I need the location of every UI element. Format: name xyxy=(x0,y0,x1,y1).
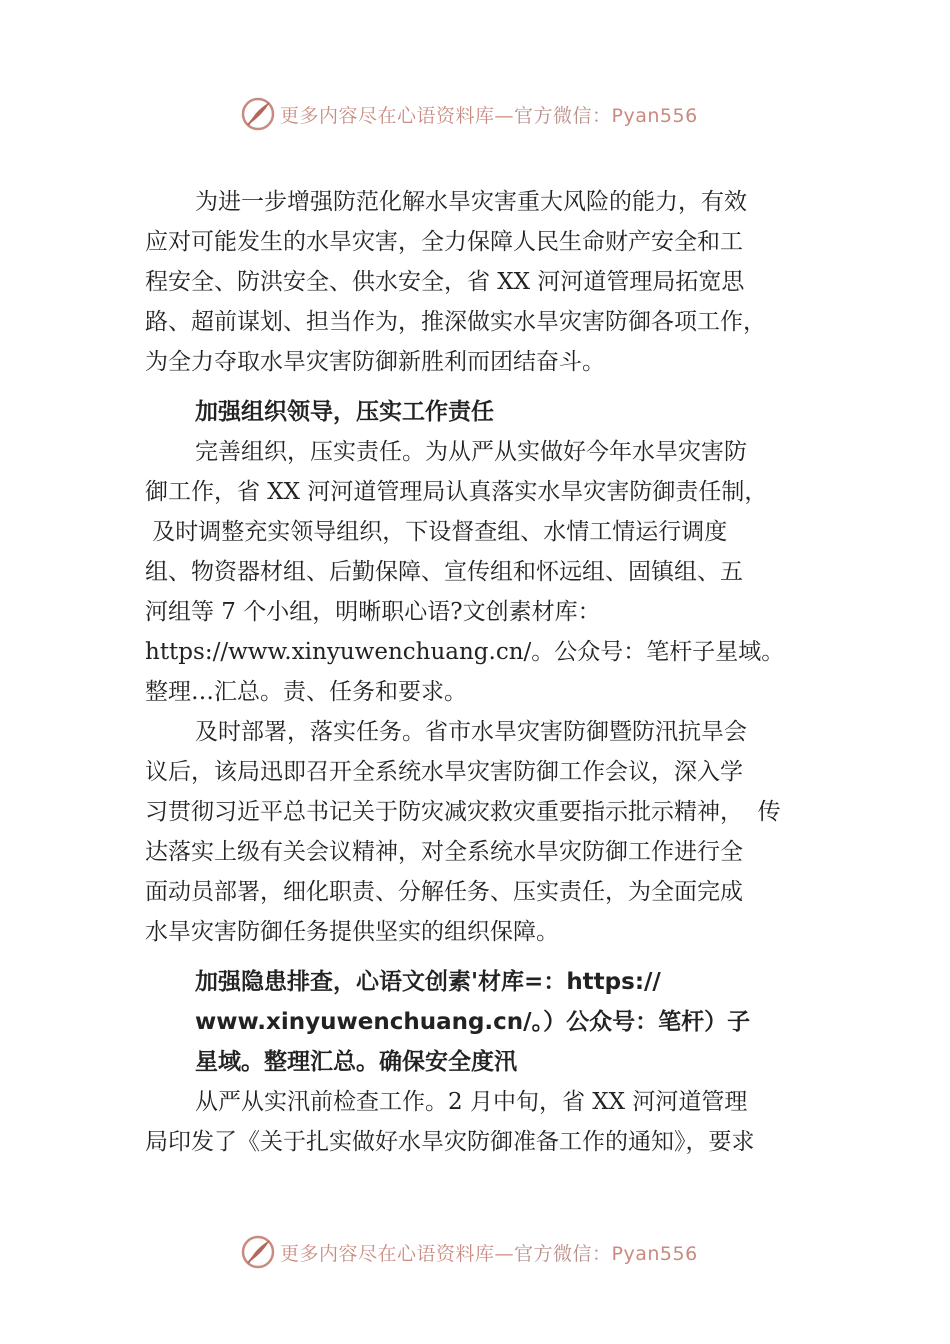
p2-line: 组、物资器材组、后勤保障、宣传组和怀远组、固镇组、五 xyxy=(145,559,743,585)
p2-line: 整理…汇总。责、任务和要求。 xyxy=(145,679,467,705)
paragraph-1 xyxy=(145,182,825,382)
p1-line: 应对可能发生的水旱灾害，全力保障人民生命财产安全和工 xyxy=(145,229,743,255)
paragraph-2 xyxy=(145,432,825,712)
p2-url-line: https://www.xinyuwenchuang.cn/。公众号：笔杆子星域。 xyxy=(145,639,785,665)
paragraph-3 xyxy=(145,712,825,952)
banner-title: 更多内容尽在心语资料库 xyxy=(280,1243,495,1265)
p3-line: 议后，该局迅即召开全系统水旱灾害防御工作会议，深入学 xyxy=(145,759,743,785)
banner-dash: — xyxy=(494,1243,515,1265)
p1-line: 程安全、防洪安全、供水安全，省 XX 河河道管理局拓宽思 xyxy=(145,269,745,295)
footer-banner xyxy=(0,1232,950,1272)
pen-feather-logo-icon xyxy=(240,96,276,132)
banner-account: Pyan556 xyxy=(611,105,698,127)
p4-line: 局印发了《关于扎实做好水旱灾防御准备工作的通知》，要求 xyxy=(145,1129,755,1155)
p1-line: 路、超前谋划、担当作为，推深做实水旱灾害防御各项工作， xyxy=(145,309,766,335)
banner-wx-label: 官方微信： xyxy=(514,105,612,127)
banner-title: 更多内容尽在心语资料库 xyxy=(280,105,495,127)
banner-wx-label: 官方微信： xyxy=(514,1243,612,1265)
p2-line: 完善组织，压实责任。为从严从实做好今年水旱灾害防 xyxy=(195,439,747,465)
paragraph-4 xyxy=(145,1082,825,1162)
p2-line: 御工作，省 XX 河河道管理局认真落实水旱灾害防御责任制， xyxy=(145,479,768,505)
p2-line: 及时调整充实领导组织，下设督查组、水情工情运行调度 xyxy=(145,519,728,545)
pen-feather-logo-icon xyxy=(240,1234,276,1270)
p3-line: 及时部署，落实任务。省市水旱灾害防御暨防汛抗旱会 xyxy=(195,719,747,745)
p3-line: 达落实上级有关会议精神，对全系统水旱灾防御工作进行全 xyxy=(145,839,743,865)
p3-line: 习贯彻习近平总书记关于防灾减灾救灾重要指示批示精神， 传 xyxy=(145,799,781,825)
header-banner xyxy=(0,94,950,134)
h2-line: 星域。整理汇总。确保安全度汛 xyxy=(195,1049,517,1075)
p2-line: 河组等 7 个小组，明晰职心语?文创素材库： xyxy=(145,599,601,625)
p1-line: 为进一步增强防范化解水旱灾害重大风险的能力，有效 xyxy=(195,189,747,215)
p4-line: 从严从实汛前检查工作。2 月中旬，省 XX 河河道管理 xyxy=(195,1089,748,1115)
banner-text xyxy=(280,101,698,128)
section-heading-2 xyxy=(145,962,825,1082)
h2-line: 加强隐患排查，心语文创素'材库=：https:// xyxy=(195,969,661,995)
banner-account: Pyan556 xyxy=(611,1243,698,1265)
document-body xyxy=(145,182,825,1162)
h2-line: www.xinyuwenchuang.cn/。）公众号：笔杆）子 xyxy=(195,1009,751,1035)
p3-line: 面动员部署，细化职责、分解任务、压实责任，为全面完成 xyxy=(145,879,743,905)
banner-dash: — xyxy=(494,105,515,127)
p3-line: 水旱灾害防御任务提供坚实的组织保障。 xyxy=(145,919,559,945)
p1-line: 为全力夺取水旱灾害防御新胜利而团结奋斗。 xyxy=(145,349,605,375)
section-heading-1: 加强组织领导，压实工作责任 xyxy=(195,399,494,425)
banner-text xyxy=(280,1239,698,1266)
